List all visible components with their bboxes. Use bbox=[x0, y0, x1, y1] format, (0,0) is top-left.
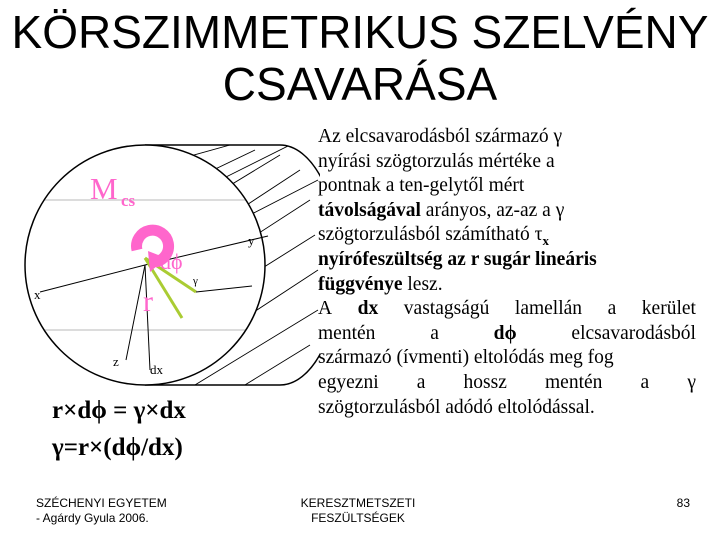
para-word: elcsavarodásból bbox=[571, 322, 696, 344]
title-line-2: CSAVARÁSA bbox=[222, 58, 498, 110]
para-line-9 bbox=[318, 322, 696, 347]
para-word-dphi: dϕ bbox=[493, 322, 517, 344]
para-line-7 bbox=[318, 273, 696, 298]
para-word: mentén bbox=[545, 371, 603, 393]
para-word: mentén bbox=[318, 322, 376, 344]
para-word: kerület bbox=[641, 298, 696, 320]
para-line-2: nyírási szögtorzulás mértéke a bbox=[318, 150, 555, 172]
title-line-1: KÖRSZIMMETRIKUS SZELVÉNY bbox=[11, 6, 709, 58]
para-word: a bbox=[416, 371, 426, 393]
para-line-1: Az elcsavarodásból származó γ bbox=[318, 126, 563, 147]
para-line-8 bbox=[318, 297, 696, 322]
moment-label: M bbox=[90, 171, 118, 206]
para-line-4-rest: arányos, az-az a γ bbox=[420, 199, 565, 221]
para-line-3: pontnak a ten-gelytől mért bbox=[318, 175, 525, 197]
para-line-10: származó (ívmenti) eltolódás meg fog bbox=[318, 347, 614, 369]
para-line-5 bbox=[318, 223, 696, 248]
para-word-dx: dx bbox=[357, 298, 379, 320]
footer-university: SZÉCHENYI EGYETEM bbox=[36, 496, 167, 510]
para-word-gamma: γ bbox=[687, 371, 696, 393]
para-word: a bbox=[607, 298, 617, 320]
para-line-5-text: szögtorzulásból számítható τ bbox=[318, 224, 543, 246]
equation-1: r×dϕ = γ×dx bbox=[52, 397, 186, 424]
footer-center bbox=[278, 496, 438, 526]
para-word: A bbox=[318, 298, 333, 320]
para-line-11 bbox=[318, 371, 696, 396]
para-bold-shear-stress: nyírófeszültség az r sugár lineáris bbox=[318, 248, 597, 270]
footer-author: - Agárdy Gyula 2006. bbox=[36, 511, 149, 525]
tau-subscript: x bbox=[542, 233, 549, 249]
page-number: 83 bbox=[676, 496, 690, 510]
dx-label: dx bbox=[150, 362, 163, 377]
footer-topic-1: KERESZTMETSZETI bbox=[300, 496, 416, 510]
z-axis-label: z bbox=[113, 354, 119, 369]
para-line-12: szögtorzulásból adódó eltolódással. bbox=[318, 396, 595, 418]
para-word: lamellán bbox=[514, 298, 583, 320]
para-word: a bbox=[640, 371, 650, 393]
r-label: r bbox=[143, 285, 153, 318]
footer-topic-2: FESZÜLTSÉGEK bbox=[311, 511, 405, 525]
para-word: a bbox=[430, 322, 439, 344]
para-line-6 bbox=[318, 248, 696, 273]
x-axis-label: x bbox=[34, 287, 41, 302]
para-word: vastagságú bbox=[403, 298, 490, 320]
moment-subscript: cs bbox=[121, 191, 136, 210]
dphi-label: dϕ bbox=[160, 249, 183, 274]
y-axis-label: y bbox=[248, 233, 255, 248]
para-word: hossz bbox=[463, 371, 507, 393]
para-line-7-rest: lesz. bbox=[402, 273, 443, 295]
para-bold-distance: távolságával bbox=[318, 199, 421, 221]
slide-title bbox=[0, 6, 720, 110]
footer-left bbox=[36, 496, 167, 526]
para-line-4 bbox=[318, 199, 696, 224]
equation-2: γ=r×(dϕ/dx) bbox=[52, 434, 183, 461]
explanation-paragraph bbox=[318, 125, 696, 420]
gamma-label: γ bbox=[193, 275, 198, 287]
para-word: egyezni bbox=[318, 371, 379, 393]
shaft-diagram bbox=[0, 140, 320, 390]
para-bold-function: függvénye bbox=[318, 273, 403, 295]
